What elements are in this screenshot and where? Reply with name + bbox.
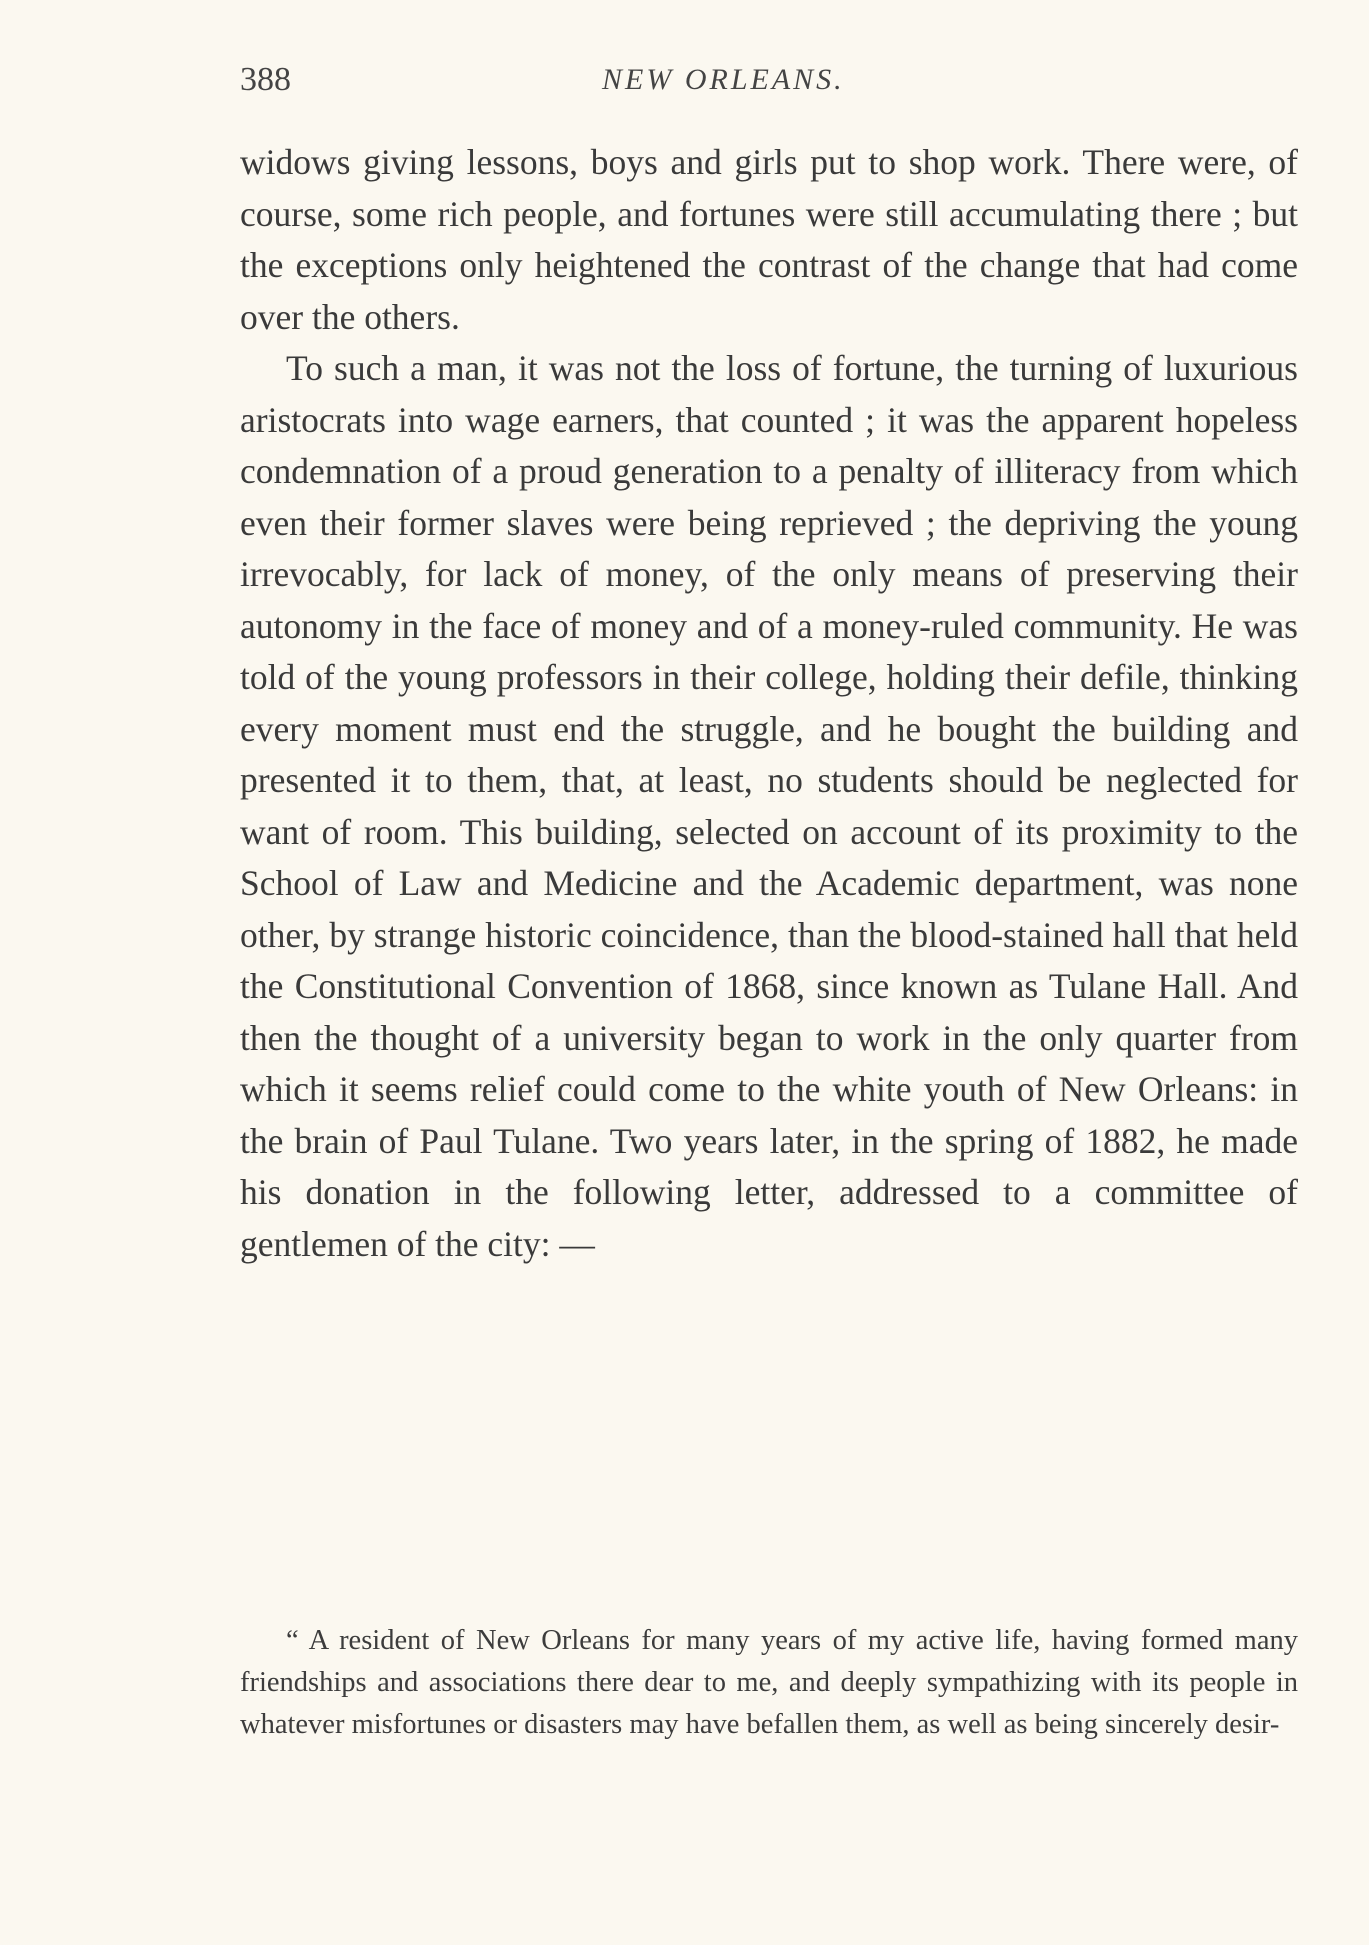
quote-text: “ A resident of New Orleans for many years of my active life, having formed many friendships and associations there dear to me, and deeply sympathizing with its people in whatever misfortunes or disasters may have befallen them, as well as being sincerely desir- (240, 1625, 1298, 1740)
paragraph: widows giving lessons, boys and girls put to shop work. There were, of course, some rich people, and fortunes were still accumulating there ; but the exceptions only heightened the contrast of the change that had come over the others. (240, 142, 1298, 337)
paragraph: To such a man, it was not the loss of fortune, the turning of luxurious aristocrats into wage earners, that counted ; it was the apparent hopeless condemnation of a proud generation to a penalty of illiteracy from which even their former slaves were being reprieved ; the depriving the young irrevocably, for lack of money, of the only means of preserving their autonomy in the face of money and of a money-ruled community. He was told of the young professors in their college, holding their defile, thinking every moment must end the struggle, and he bought the building and presented it to them, that, at least, no students should be neglected for want of room. This building, selected on account of its proximity to the School of Law and Medicine and the Academic department, was none other, by strange historic coincidence, than the blood-stained hall that held the Constitutional Convention of 1868, since known as Tulane Hall. And then the thought of a university began to work in the only quarter from which it seems relief could come to the white youth of New Orleans: in the brain of Paul Tulane. Two years later, in the spring of 1882, he made his donation in the following letter, addressed to a committee of gentlemen of the city: — (240, 348, 1298, 1264)
block-quote (240, 1620, 1298, 1746)
running-title: NEW ORLEANS. (602, 63, 845, 96)
body-text (240, 137, 1298, 1270)
running-head (240, 58, 1300, 102)
page-number: 388 (240, 61, 291, 98)
